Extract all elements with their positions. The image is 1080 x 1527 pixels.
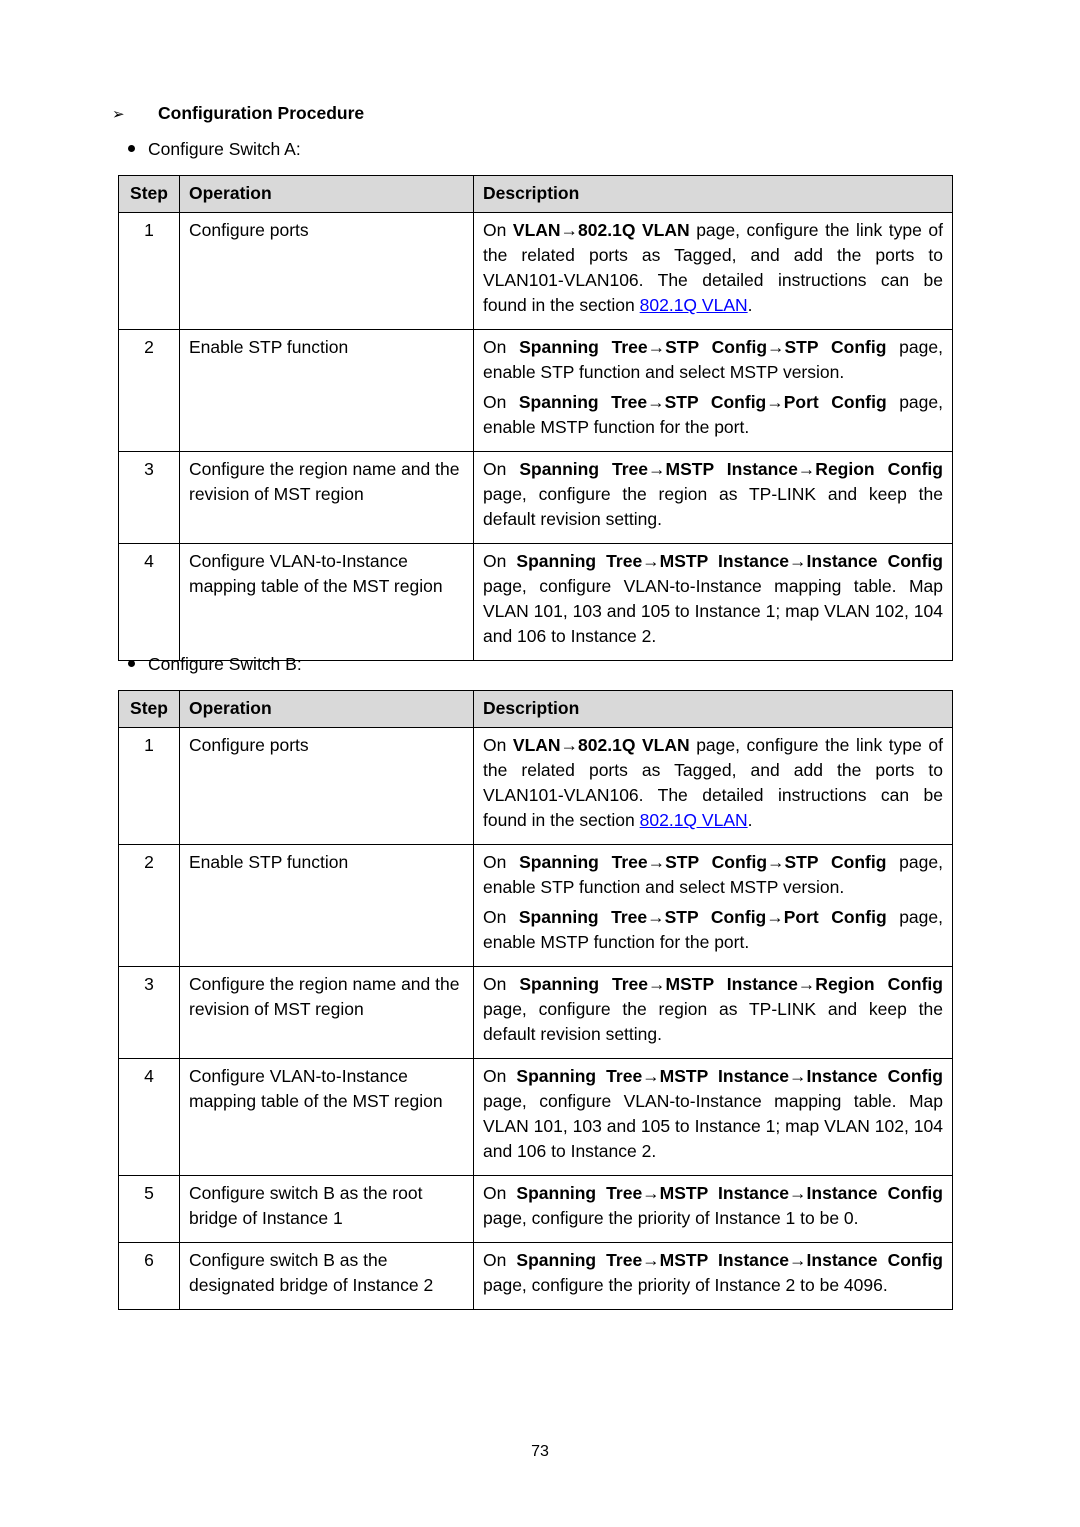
switch-a-label: Configure Switch A: [148, 139, 301, 159]
description-paragraph [483, 335, 943, 385]
description-text: page, enable MSTP function for the port. [483, 392, 943, 437]
menu-path: Spanning Tree→MSTP Instance→Region Config [519, 459, 943, 479]
bullet-dot-icon [128, 145, 135, 152]
description-paragraph [483, 850, 943, 900]
description-paragraph [483, 457, 943, 532]
description-cell [474, 213, 953, 330]
table-body [119, 213, 953, 661]
switch-b-steps-table [118, 690, 953, 1310]
section-link[interactable]: 802.1Q VLAN [639, 810, 748, 830]
table-header-row [119, 176, 953, 213]
description-paragraph [483, 390, 943, 440]
description-text: On [483, 735, 513, 755]
description-text: page, configure the link type of the related ports as Tagged, and add the ports to VLAN101-VLAN106. The detailed instructions can be found in the section [483, 735, 943, 830]
description-text: On [483, 1250, 517, 1270]
table-row [119, 452, 953, 544]
step-number: 1 [119, 728, 180, 845]
column-header-operation: Operation [180, 176, 474, 213]
operation-text: Enable STP function [180, 330, 474, 452]
description-text: page, configure the region as TP-LINK and keep the default revision setting. [483, 999, 943, 1044]
step-number: 6 [119, 1243, 180, 1310]
table-row [119, 967, 953, 1059]
description-text: page, enable STP function and select MSTP version. [483, 852, 943, 897]
description-text: page, configure the priority of Instance 1 to be 0. [483, 1208, 859, 1228]
menu-path: VLAN→802.1Q VLAN [512, 220, 690, 240]
description-cell [474, 728, 953, 845]
description-paragraph [483, 549, 943, 649]
menu-path: Spanning Tree→MSTP Instance→Region Config [519, 974, 943, 994]
step-number: 1 [119, 213, 180, 330]
menu-path: VLAN→802.1Q VLAN [512, 735, 690, 755]
table-row [119, 330, 953, 452]
step-number: 4 [119, 1059, 180, 1176]
table-row [119, 213, 953, 330]
description-cell [474, 330, 953, 452]
description-paragraph [483, 733, 943, 833]
column-header-description: Description [474, 176, 953, 213]
description-text: page, configure the region as TP-LINK and keep the default revision setting. [483, 484, 943, 529]
column-header-step: Step [119, 691, 180, 728]
operation-text: Configure VLAN-to-Instance mapping table of the MST region [180, 1059, 474, 1176]
menu-path: Spanning Tree→STP Config→Port Config [518, 392, 887, 412]
menu-path: Spanning Tree→MSTP Instance→Instance Config [516, 1066, 943, 1086]
description-text: On [483, 392, 519, 412]
menu-path: Spanning Tree→MSTP Instance→Instance Config [516, 551, 943, 571]
description-text: page, configure the priority of Instance 2 to be 4096. [483, 1275, 888, 1295]
description-text: page, configure VLAN-to-Instance mapping table. Map VLAN 101, 103 and 105 to Instance 1; map VLAN 102, 104 and 106 to Instance 2. [483, 576, 943, 646]
operation-text: Configure ports [180, 728, 474, 845]
description-paragraph [483, 905, 943, 955]
arrow-bullet-icon: ➢ [112, 106, 125, 123]
table-row [119, 544, 953, 661]
table-row [119, 728, 953, 845]
description-paragraph [483, 218, 943, 318]
operation-text: Configure switch B as the root bridge of Instance 1 [180, 1176, 474, 1243]
description-text: On [483, 551, 517, 571]
description-text: On [483, 1066, 517, 1086]
description-cell [474, 1243, 953, 1310]
description-paragraph [483, 972, 943, 1047]
menu-path: Spanning Tree→MSTP Instance→Instance Config [516, 1250, 943, 1270]
description-text: page, enable STP function and select MSTP version. [483, 337, 943, 382]
operation-text: Configure the region name and the revision of MST region [180, 452, 474, 544]
table-row [119, 845, 953, 967]
description-cell [474, 1176, 953, 1243]
description-cell [474, 544, 953, 661]
step-number: 2 [119, 330, 180, 452]
switch-b-label: Configure Switch B: [148, 654, 302, 674]
step-number: 3 [119, 452, 180, 544]
step-number: 3 [119, 967, 180, 1059]
menu-path: Spanning Tree→STP Config→STP Config [519, 852, 887, 872]
column-header-operation: Operation [180, 691, 474, 728]
description-text: On [483, 974, 520, 994]
table-header-row [119, 691, 953, 728]
description-text: On [483, 337, 520, 357]
description-paragraph [483, 1181, 943, 1231]
description-text: On [483, 852, 520, 872]
table-body [119, 728, 953, 1310]
description-cell [474, 967, 953, 1059]
operation-text: Configure the region name and the revision of MST region [180, 967, 474, 1059]
operation-text: Configure ports [180, 213, 474, 330]
menu-path: Spanning Tree→STP Config→Port Config [518, 907, 887, 927]
operation-text: Enable STP function [180, 845, 474, 967]
description-paragraph [483, 1064, 943, 1164]
description-text: page, configure the link type of the related ports as Tagged, and add the ports to VLAN101-VLAN106. The detailed instructions can be found in the section [483, 220, 943, 315]
bullet-dot-icon [128, 660, 135, 667]
description-cell [474, 845, 953, 967]
section-link[interactable]: 802.1Q VLAN [639, 295, 748, 315]
table-row [119, 1176, 953, 1243]
description-paragraph [483, 1248, 943, 1298]
operation-text: Configure VLAN-to-Instance mapping table of the MST region [180, 544, 474, 661]
table-row [119, 1243, 953, 1310]
description-text: page, configure VLAN-to-Instance mapping table. Map VLAN 101, 103 and 105 to Instance 1; map VLAN 102, 104 and 106 to Instance 2. [483, 1091, 943, 1161]
description-text: . [747, 295, 753, 315]
description-text: On [483, 220, 513, 240]
page-number: 73 [531, 1443, 549, 1460]
step-number: 4 [119, 544, 180, 661]
description-cell [474, 452, 953, 544]
step-number: 5 [119, 1176, 180, 1243]
description-cell [474, 1059, 953, 1176]
section-heading [112, 103, 364, 124]
step-number: 2 [119, 845, 180, 967]
section-title: Configuration Procedure [158, 103, 365, 123]
description-text: On [483, 459, 520, 479]
switch-b-bullet [128, 654, 302, 675]
column-header-description: Description [474, 691, 953, 728]
description-text: page, enable MSTP function for the port. [483, 907, 943, 952]
description-text: On [483, 1183, 517, 1203]
description-text: . [747, 810, 753, 830]
menu-path: Spanning Tree→MSTP Instance→Instance Config [516, 1183, 943, 1203]
table-row [119, 1059, 953, 1176]
menu-path: Spanning Tree→STP Config→STP Config [519, 337, 887, 357]
switch-a-steps-table [118, 175, 953, 661]
column-header-step: Step [119, 176, 180, 213]
operation-text: Configure switch B as the designated bridge of Instance 2 [180, 1243, 474, 1310]
switch-a-bullet [128, 139, 301, 160]
description-text: On [483, 907, 519, 927]
